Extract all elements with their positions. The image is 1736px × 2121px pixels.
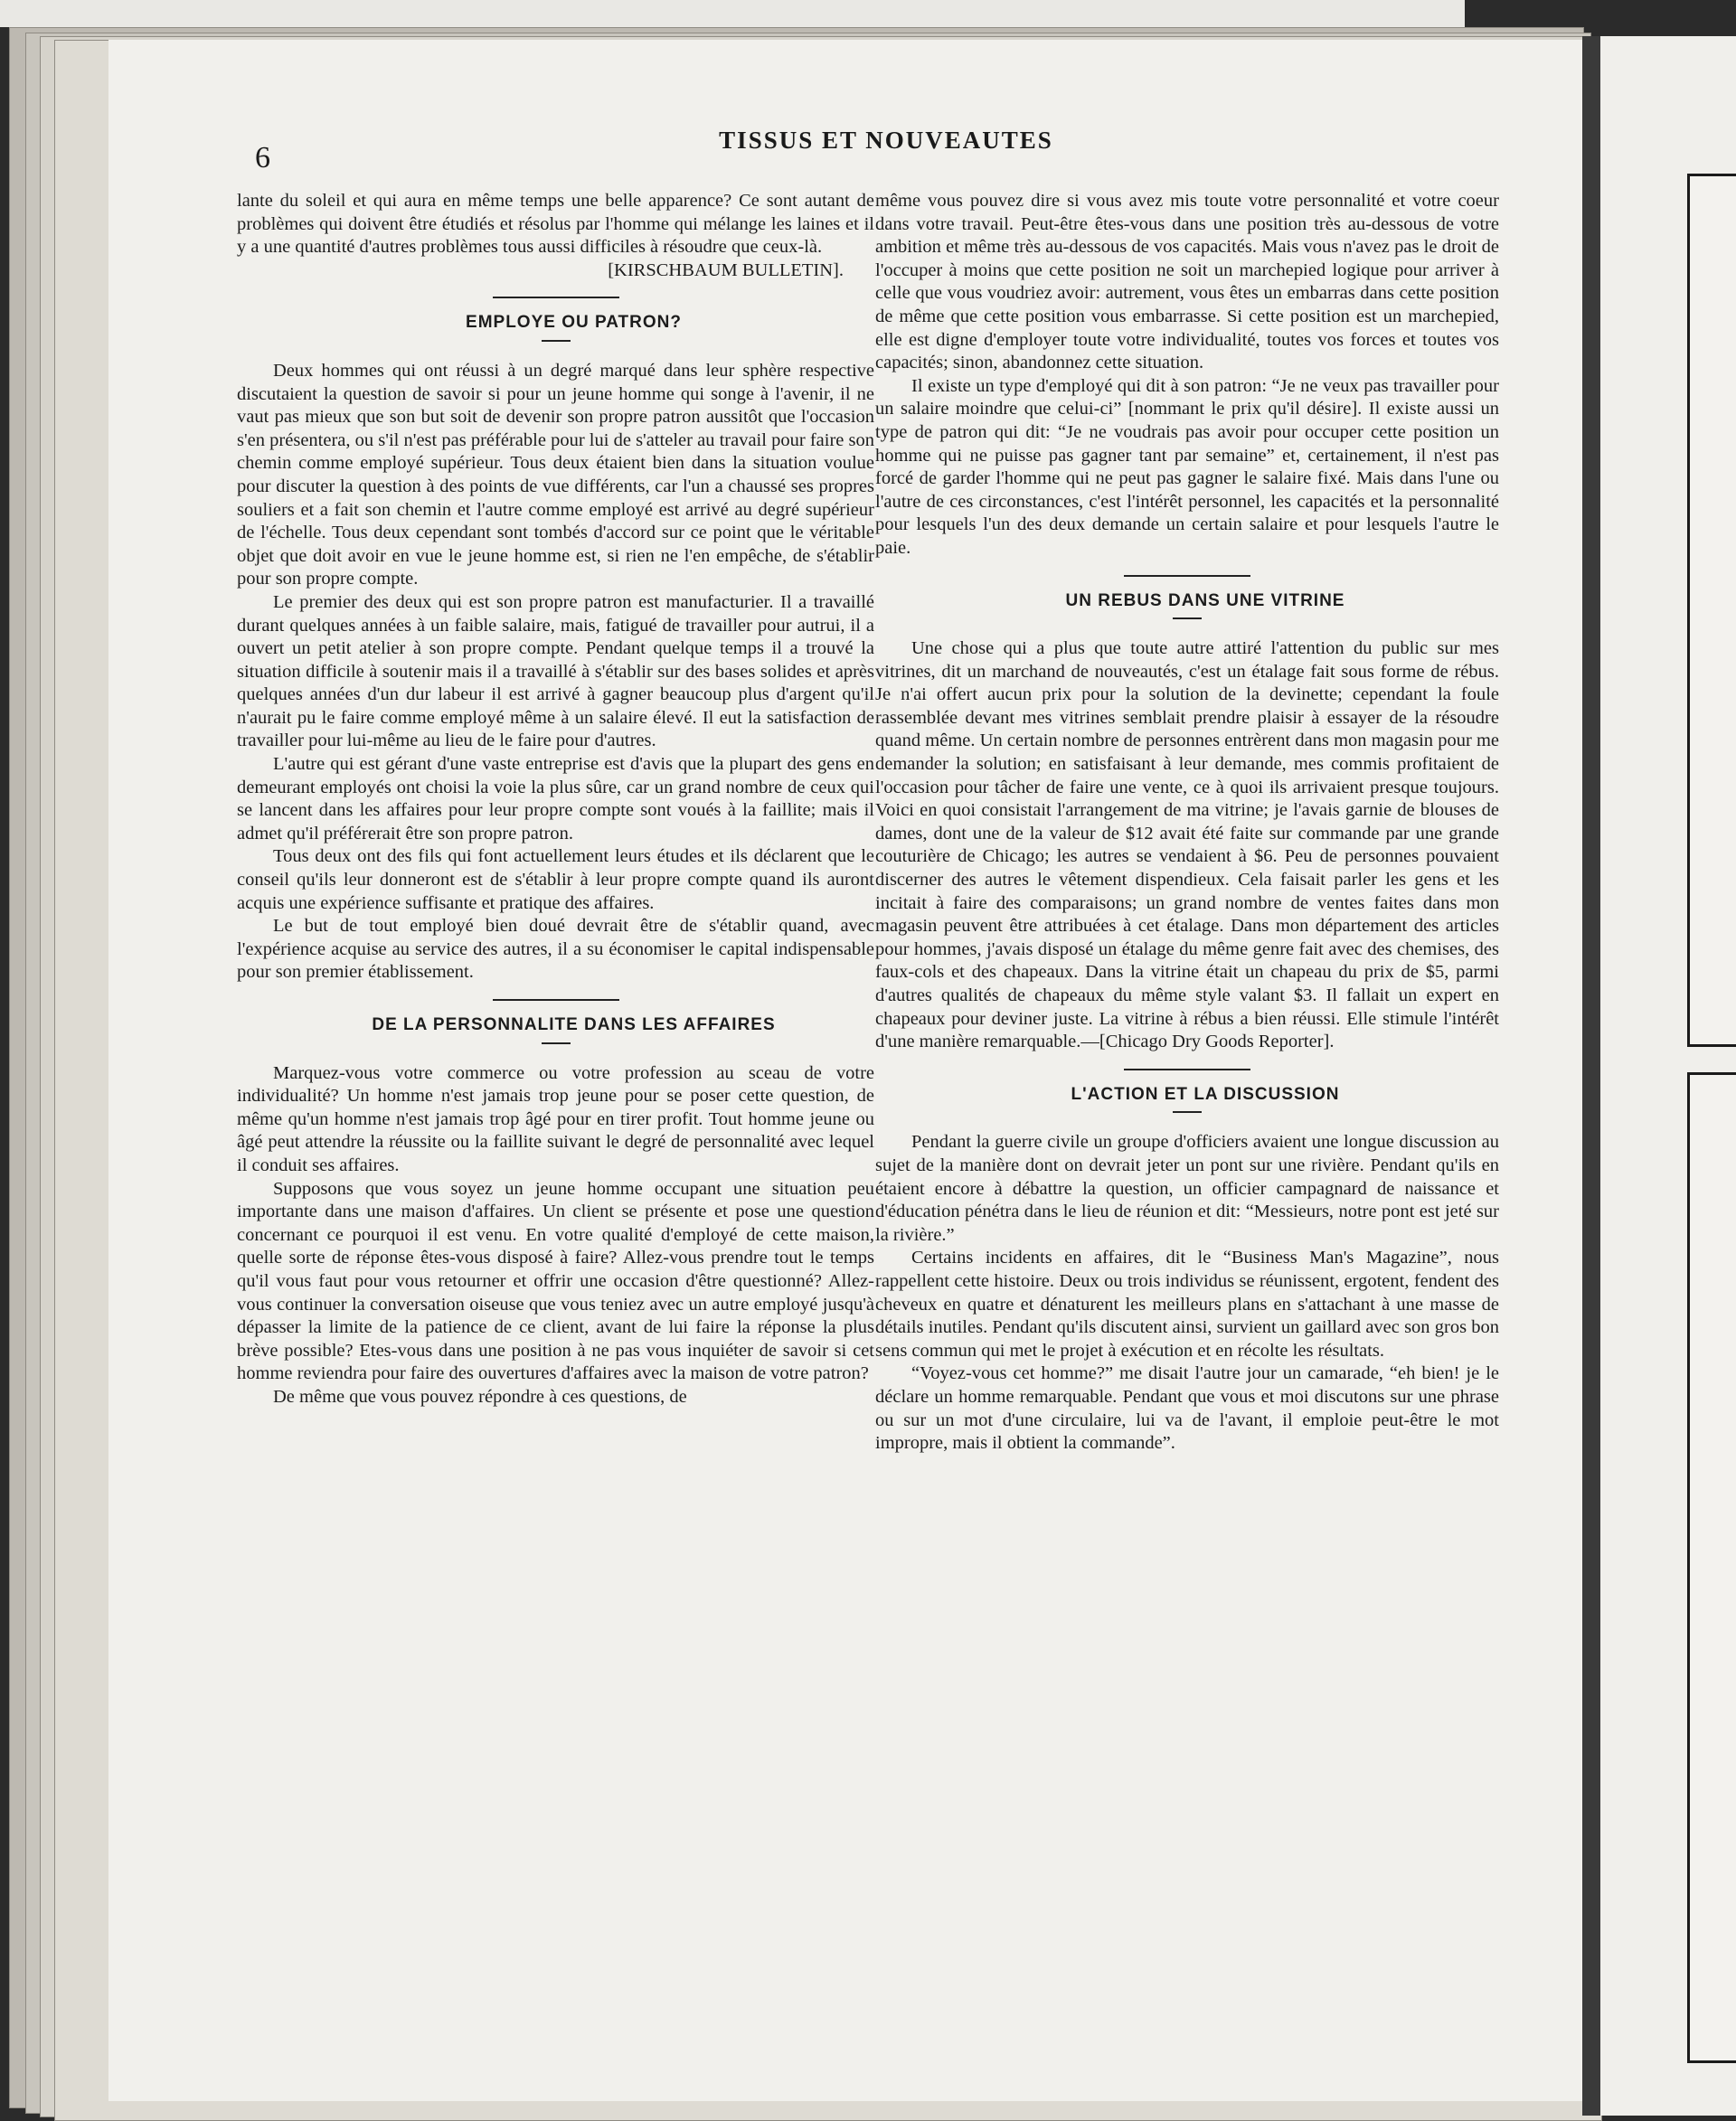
article-paragraph: même vous pouvez dire si vous avez mis toute votre personnalité et votre coeur dans votre travail. Peut-être êtes-vous dans une position très au-dessous de votre ambition et même très au-dessous de vos capacités. Mais vous n'avez pas le droit de l'occuper à moins que cette position ne soit un marchepied logique pour arriver à celle que vous voudriez avoir: autrement, vous êtes un embarras dans cette position de même que cette position vous embarrasse. Si cette position est un marchepied, elle est digne d'employer toute votre individualité, toutes vos forces et toutes vos capacités; sinon, abandonnez cette situation. (875, 191, 1499, 373)
article-paragraph: Tous deux ont des fils qui font actuellement leurs études et ils déclarent que le conseil qu'ils leur donneront est de s'établir à leur propre compte quand ils auront acquis une expérience suffisante et pratique des affaires. (237, 846, 874, 913)
title-underline (1173, 1111, 1202, 1113)
article-paragraph: Il existe un type d'employé qui dit à son patron: “Je ne veux pas travailler pour un salaire moindre que celui-ci” [nommant le prix qu'il désire]. Il existe aussi un type de patron qui dit: “Je ne voudrais pas avoir pour occuper cette position un homme qui ne puisse pas gagner tant par semaine” et, certainement, il n'est pas forcé de garder l'homme qui ne peut pas gagner le salaire fixé. Mais dans l'une ou l'autre de ces circonstances, c'est l'intérêt personnel, les capacités et la personnalité pour lesquels l'un des deux demande un certain salaire et pour lesquels l'autre le paie. (875, 375, 1499, 558)
article-paragraph: Pendant la guerre civile un groupe d'officiers avaient une longue discussion au sujet de la manière dont on devrait jeter un pont sur une rivière. Pendant qu'ils en étaient encore à débattre la question, un officier campagnard de naissance et d'éducation pénétra dans le lieu de réunion et dit: “Messieurs, notre pont est jeté sur la rivière.” (875, 1132, 1499, 1245)
page-number: 6 (255, 141, 270, 174)
article-paragraph: Deux hommes qui ont réussi à un degré marqué dans leur sphère respective discutaient la question de savoir si pour un jeune homme qui songe à l'avenir, il ne vaut pas mieux que son but soit de devenir son propre patron aussitôt que l'occasion s'en présentera, ou s'il n'est pas préférable pour lui de s'atteler au travail pour faire son chemin comme employé supérieur. Tous deux étaient bien dans la situation voulue pour discuter la question à des points de vue différents, car l'un a chaussé ses propres souliers et a fait son chemin et l'autre comme employé est arrivé au degré supérieur de l'échelle. Tous deux cependant sont tombés d'accord sur ce point que le véritable objet que doit avoir en vue le jeune homme est, si rien ne l'en empêche, de s'établir pour son propre compte. (237, 360, 874, 589)
facing-page-frame (1687, 174, 1736, 1047)
title-underline (542, 340, 571, 342)
section-divider (493, 297, 619, 298)
title-underline (1173, 617, 1202, 619)
article-paragraph: Supposons que vous soyez un jeune homme occupant une situation peu importante dans une maison d'affaires. Un client se présente et pose une question concernant ce pourquoi il est venu. En votre qualité d'employé de cette maison, quelle sorte de réponse êtes-vous disposé à faire? Allez-vous prendre tout le temps qu'il vous faut pour vous retourner et offrir une occasion d'être questionné? Allez-vous continuer la conversation oiseuse que vous teniez avec un autre employé jusqu'à dépasser la limite de la patience de ce client, avant de lui faire la réponse la plus brève possible? Etes-vous dans une position à ne pas vous inquiéter de savoir si cet homme reviendra pour faire des ouvertures d'affaires avec la maison de votre patron? (237, 1178, 874, 1384)
section-title: L'ACTION ET LA DISCUSSION (1071, 1084, 1340, 1104)
article-paragraph: Le but de tout employé bien doué devrait être de s'établir quand, avec l'expérience acquise au service des autres, il a su économiser le capital indispensable pour son premier établissement. (237, 916, 874, 983)
right-column (875, 190, 1499, 1456)
article-paragraph: Marquez-vous votre commerce ou votre profession au sceau de votre individualité? Un homme n'est jamais trop jeune pour se poser cette question, de même qu'un homme n'est jamais trop âgé pour en tirer profit. Tout homme jeune ou âgé peut attendre la réussite ou la faillite suivant le degré de personnalité avec lequel il conduit ses affaires. (237, 1062, 874, 1175)
article-paragraph: L'autre qui est gérant d'une vaste entreprise est d'avis que la plupart des gens en demeurant employés ont choisi la voie la plus sûre, car un grand nombre de ceux qui se lancent dans les affaires pour leur propre compte sont voués à la faillite; mais il admet qu'il préférerait être son propre patron. (237, 754, 874, 844)
section-title: EMPLOYE OU PATRON? (466, 313, 682, 333)
running-title: TISSUS ET NOUVEAUTES (719, 127, 1053, 154)
section-divider (493, 999, 619, 1001)
facing-page-frame (1687, 1072, 1736, 2063)
source-credit: [KIRSCHBAUM BULLETIN]. (608, 259, 844, 280)
article-paragraph: Une chose qui a plus que toute autre attiré l'attention du public sur mes vitrines, dit un marchand de nouveautés, c'est un étalage fait sous forme de rébus. Je n'ai offert aucun prix pour la solution de la devinette; cependant la foule rassemblée devant mes vitrines semblait prendre plaisir à essayer de la résoudre quand même. Un certain nombre de personnes entrèrent dans mon magasin pour me demander la solution; en satisfaisant à leur demande, mes commis profitaient de l'occasion pour tâcher de faire une vente, ce à quoi ils arrivaient presque toujours. Voici en quoi consistait l'arrangement de ma vitrine; je l'avais garnie de blouses de dames, dont une de la valeur de $12 avait été faite sur commande par une grande couturière de Chicago; les autres se vendaient à $6. Peu de personnes pouvaient discerner des autres le vêtement dispendieux. Cela faisait parler les gens et les incitait à faire des comparaisons; un grand nombre de ventes faites dans mon magasin peuvent être attribuées à cet étalage. Dans mon département des articles pour hommes, j'avais disposé un étalage du même genre fait avec des chemises, des faux-cols et des chapeaux. Dans la vitrine était un chapeau du prix de $5, parmi d'autres qualités de chapeaux du même style valant $3. Il fallait un expert en chapeaux pour deviner juste. La vitrine à rébus a bien réussi. Elle stimule l'intérêt d'une manière remarquable.—[Chicago Dry Goods Reporter]. (875, 638, 1499, 1052)
section-divider (1124, 575, 1250, 577)
left-column (237, 190, 874, 1409)
section-title: DE LA PERSONNALITE DANS LES AFFAIRES (372, 1015, 776, 1034)
section-title: UN REBUS DANS UNE VITRINE (1065, 590, 1345, 610)
article-paragraph: “Voyez-vous cet homme?” me disait l'autre jour un camarade, “eh bien! je le déclare un homme remarquable. Pendant que vous et moi discutons sur une phrase ou sur un mot d'une circulaire, lui va de l'avant, il emploie peut-être le mot impropre, mais il obtient la commande”. (875, 1363, 1499, 1454)
section-divider (1124, 1069, 1250, 1070)
article-paragraph: Certains incidents en affaires, dit le “Business Man's Magazine”, nous rappellent cette histoire. Deux ou trois individus se réunissent, ergotent, fendent des cheveux en quatre et dénaturent les meilleurs plans en s'attachant à une masse de détails inutiles. Pendant qu'ils discutent ainsi, survient un gaillard avec son gros bon sens commun qui met le projet à exécution et en récolte les résultats. (875, 1248, 1499, 1361)
article-paragraph: Le premier des deux qui est son propre patron est manufacturier. Il a travaillé durant quelques années à un faible salaire, mais, fatigué de travailler pour autrui, il a ouvert un petit atelier à son propre compte. Pendant quelque temps il a trouvé la situation difficile à soutenir mais il a travaillé à s'établir sur des bases solides et après quelques années d'un dur labeur il est arrivé à gagner beaucoup plus d'argent qu'il n'aurait pu le faire comme employé même à un salaire élevé. Il eut la satisfaction de travailler pour lui-même au lieu de le faire pour d'autres. (237, 591, 874, 751)
title-underline (542, 1042, 571, 1044)
book-gutter (1582, 36, 1600, 2116)
top-page-strip (0, 0, 1465, 27)
intro-paragraph: lante du soleil et qui aura en même temps une belle apparence? Ce sont autant de problèmes qui doivent être étudiés et résolus par l'homme qui mélange les laines et il y a une quantité d'autres problèmes tous aussi difficiles à résoudre que ceux-là. (237, 191, 874, 258)
article-paragraph: De même que vous pouvez répondre à ces questions, de (273, 1386, 687, 1407)
